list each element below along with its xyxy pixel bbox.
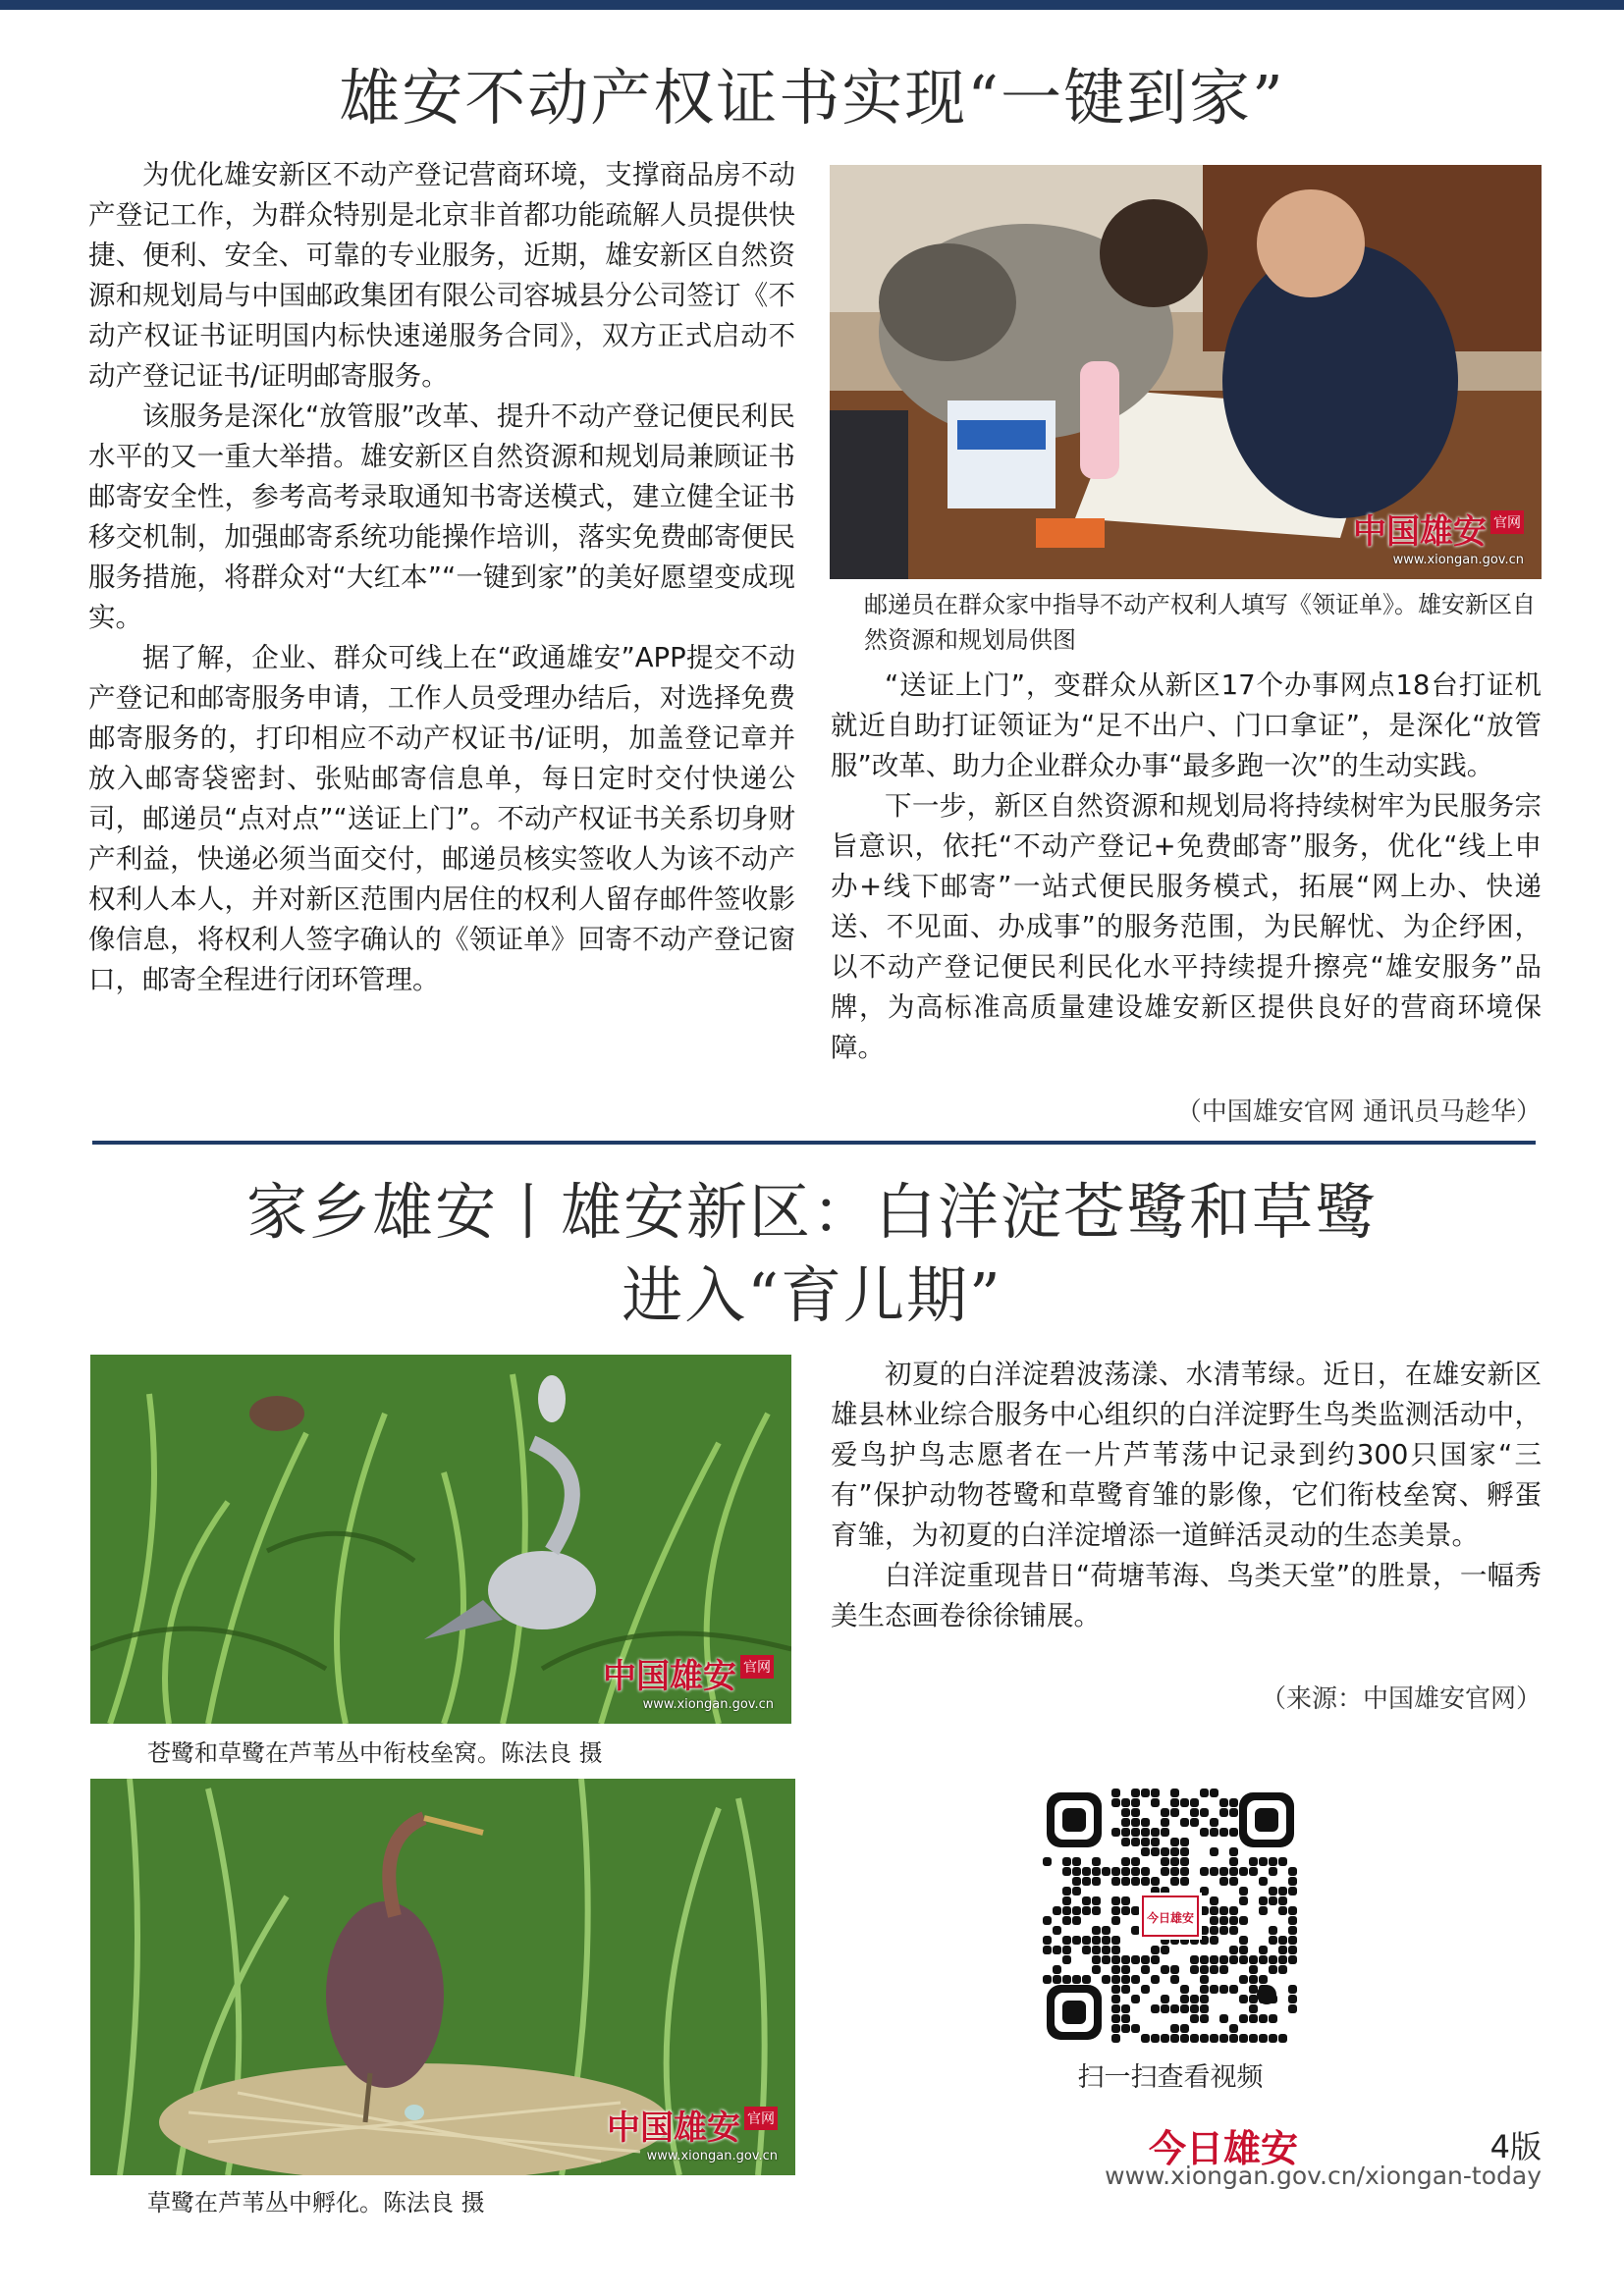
photo-watermark	[607, 2101, 778, 2163]
article1-paragraph-5: 下一步，新区自然资源和规划局将持续树牢为民服务宗旨意识，依托“不动产登记+免费邮寄”服务，优化“线上申办+线下邮寄”一站式便民服务模式，拓展“网上办、快递送、不见面、办成事”的服务范围，为民解忧、为企纾困，以不动产登记便民利民化水平持续提升擦亮“雄安服务”品牌，为高标准高质量建设雄安新区提供良好的营商环境保障。	[831, 790, 1542, 1063]
top-color-bar	[0, 0, 1624, 10]
purple-heron-photo	[90, 1779, 795, 2175]
watermark-badge: 官网	[744, 2107, 778, 2130]
article1-left-column	[88, 155, 795, 1000]
qr-center-text: 今日雄安	[1146, 1911, 1195, 1925]
watermark-badge: 官网	[740, 1655, 774, 1679]
purple-heron-caption: 草鹭在芦苇丛中孵化。陈法良 摄	[147, 2189, 485, 2216]
article2-text-column	[831, 1355, 1542, 1636]
article1-paragraph-4: “送证上门”，变群众从新区17个办事网点18台打证机就近自助打证领证为“足不出户、门口拿证”，是深化“放管服”改革、助力企业群众办事“最多跑一次”的生动实践。	[831, 669, 1542, 781]
photo-watermark	[1353, 505, 1524, 567]
article2-credit: （来源：中国雄安官网）	[1260, 1684, 1542, 1714]
watermark-text: 中国雄安	[1353, 512, 1487, 552]
postman-photo-caption: 邮递员在群众家中指导不动产权利人填写《领证单》。雄安新区自然资源和规划局供图	[864, 591, 1536, 654]
page-number: 4版	[1489, 2128, 1542, 2165]
herons-nesting-photo	[90, 1355, 791, 1724]
article1-paragraph-2: 该服务是深化“放管服”改革、提升不动产登记便民利民水平的又一重大举措。雄安新区自然资源和规划局兼顾证书邮寄安全性，参考高考录取通知书寄送模式，建立健全证书移交机制，加强邮寄系统功能操作培训，落实免费邮寄便民服务措施，将群众对“大红本”“一键到家”的美好愿望变成现实。	[88, 400, 795, 633]
watermark-url: www.xiongan.gov.cn	[642, 1697, 774, 1712]
postman-photo	[830, 165, 1542, 579]
footer-logo: 今日雄安	[1149, 2126, 1299, 2170]
article2-headline-line2: 进入“育儿期”	[622, 1259, 1002, 1331]
article2-paragraph-2: 白洋淀重现昔日“荷塘苇海、鸟类天堂”的胜景，一幅秀美生态画卷徐徐铺展。	[831, 1560, 1542, 1631]
article1-headline: 雄安不动产权证书实现“一键到家”	[339, 62, 1285, 133]
photo-watermark	[603, 1649, 774, 1712]
article1-credit: （中国雄安官网 通讯员马趁华）	[1175, 1097, 1542, 1127]
video-qr-code[interactable]	[1043, 1789, 1298, 2044]
article1-paragraph-1: 为优化雄安新区不动产登记营商环境，支撑商品房不动产登记工作，为群众特别是北京非首都功能疏解人员提供快捷、便利、安全、可靠的专业服务，近期，雄安新区自然资源和规划局与中国邮政集团有限公司容城县分公司签订《不动产权证书证明国内标快速递服务合同》，双方正式启动不动产登记证书/证明邮寄服务。	[88, 159, 795, 392]
qr-label: 扫一扫查看视频	[1077, 2062, 1264, 2093]
article1-paragraph-3: 据了解，企业、群众可线上在“政通雄安”APP提交不动产登记和邮寄服务申请，工作人员受理办结后，对选择免费邮寄服务的，打印相应不动产权证书/证明，加盖登记章并放入邮寄袋密封、张贴邮寄信息单，每日定时交付快递公司，邮递员“点对点”“送证上门”。不动产权证书关系切身财产利益，快递必须当面交付，邮递员核实签收人为该不动产权利人本人，并对新区范围内居住的权利人留存邮件签收影像信息，将权利人签字确认的《领证单》回寄不动产登记窗口，邮寄全程进行闭环管理。	[88, 642, 795, 995]
watermark-url: www.xiongan.gov.cn	[646, 2149, 778, 2163]
watermark-url: www.xiongan.gov.cn	[1392, 553, 1524, 567]
section-divider	[92, 1141, 1536, 1145]
watermark-text: 中国雄安	[603, 1657, 736, 1696]
footer-url[interactable]: www.xiongan.gov.cn/xiongan-today	[1105, 2162, 1542, 2190]
watermark-badge: 官网	[1490, 510, 1524, 534]
watermark-text: 中国雄安	[607, 2109, 740, 2148]
article2-paragraph-1: 初夏的白洋淀碧波荡漾、水清苇绿。近日，在雄安新区雄县林业综合服务中心组织的白洋淀野生鸟类监测活动中，爱鸟护鸟志愿者在一片芦苇荡中记录到约300只国家“三有”保护动物苍鹭和草鹭育雏的影像，它们衔枝垒窝、孵蛋育雏，为初夏的白洋淀增添一道鲜活灵动的生态美景。	[831, 1359, 1542, 1551]
article1-right-column	[831, 666, 1542, 1068]
article2-headline-line1: 家乡雄安丨雄安新区：白洋淀苍鹭和草鹭	[245, 1176, 1378, 1248]
herons-nesting-caption: 苍鹭和草鹭在芦苇丛中衔枝垒窝。陈法良 摄	[147, 1739, 603, 1767]
